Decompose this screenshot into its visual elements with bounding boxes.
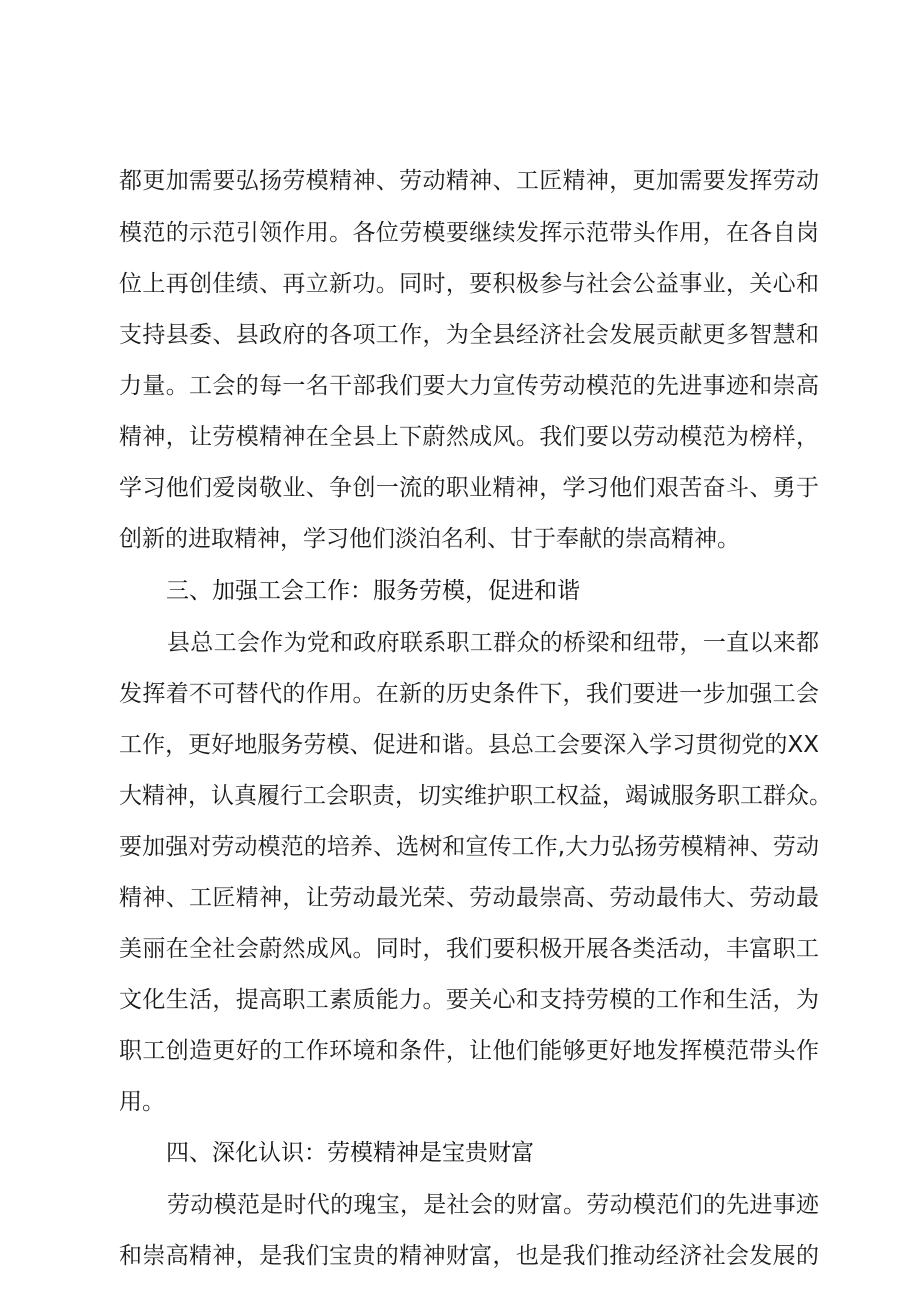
body-text-line: 文化生活，提高职工素质能力。要关心和支持劳模的工作和生活，为 <box>119 987 819 1013</box>
body-text-line: 模范的示范引领作用。各位劳模要继续发挥示范带头作用，在各自岗 <box>119 220 819 246</box>
body-text-line: 精神，让劳模精神在全县上下蔚然成风。我们要以劳动模范为榜样， <box>119 424 819 450</box>
body-text-line: 工作，更好地服务劳模、促进和谐。县总工会要深入学习贯彻党的XX <box>119 732 819 758</box>
body-text-line: 和崇高精神，是我们宝贵的精神财富，也是我们推动经济社会发展的 <box>119 1243 819 1269</box>
body-text-line: 都更加需要弘扬劳模精神、劳动精神、工匠精神，更加需要发挥劳动 <box>119 168 819 194</box>
body-text-line: 职工创造更好的工作环境和条件，让他们能够更好地发挥模范带头作 <box>119 1038 819 1064</box>
body-text-line: 位上再创佳绩、再立新功。同时，要积极参与社会公益事业，关心和 <box>119 271 819 297</box>
section-heading: 四、深化认识：劳模精神是宝贵财富 <box>166 1140 534 1166</box>
body-text-line: 用。 <box>119 1089 165 1115</box>
body-text-line: 美丽在全社会蔚然成风。同时，我们要积极开展各类活动，丰富职工 <box>119 936 819 962</box>
body-text-line: 学习他们爱岗敬业、争创一流的职业精神，学习他们艰苦奋斗、勇于 <box>119 475 819 501</box>
body-text-line: 发挥着不可替代的作用。在新的历史条件下，我们要进一步加强工会 <box>119 681 819 707</box>
body-text-line: 力量。工会的每一名干部我们要大力宣传劳动模范的先进事迹和崇高 <box>119 373 819 399</box>
body-text-line: 创新的进取精神，学习他们淡泊名利、甘于奉献的崇高精神。 <box>119 526 740 552</box>
body-text-line: 劳动模范是时代的瑰宝，是社会的财富。劳动模范们的先进事迹 <box>167 1192 819 1218</box>
body-text-line: 要加强对劳动模范的培养、选树和宣传工作,大力弘扬劳模精神、劳动 <box>119 834 819 860</box>
body-text-line: 精神、工匠精神，让劳动最光荣、劳动最崇高、劳动最伟大、劳动最 <box>119 885 819 911</box>
body-text-line: 县总工会作为党和政府联系职工群众的桥梁和纽带，一直以来都 <box>167 630 819 656</box>
body-text-line: 大精神，认真履行工会职责，切实维护职工权益，竭诚服务职工群众。 <box>119 783 832 809</box>
body-text-line: 支持县委、县政府的各项工作，为全县经济社会发展贡献更多智慧和 <box>119 322 819 348</box>
section-heading: 三、加强工会工作：服务劳模，促进和谐 <box>166 578 580 604</box>
